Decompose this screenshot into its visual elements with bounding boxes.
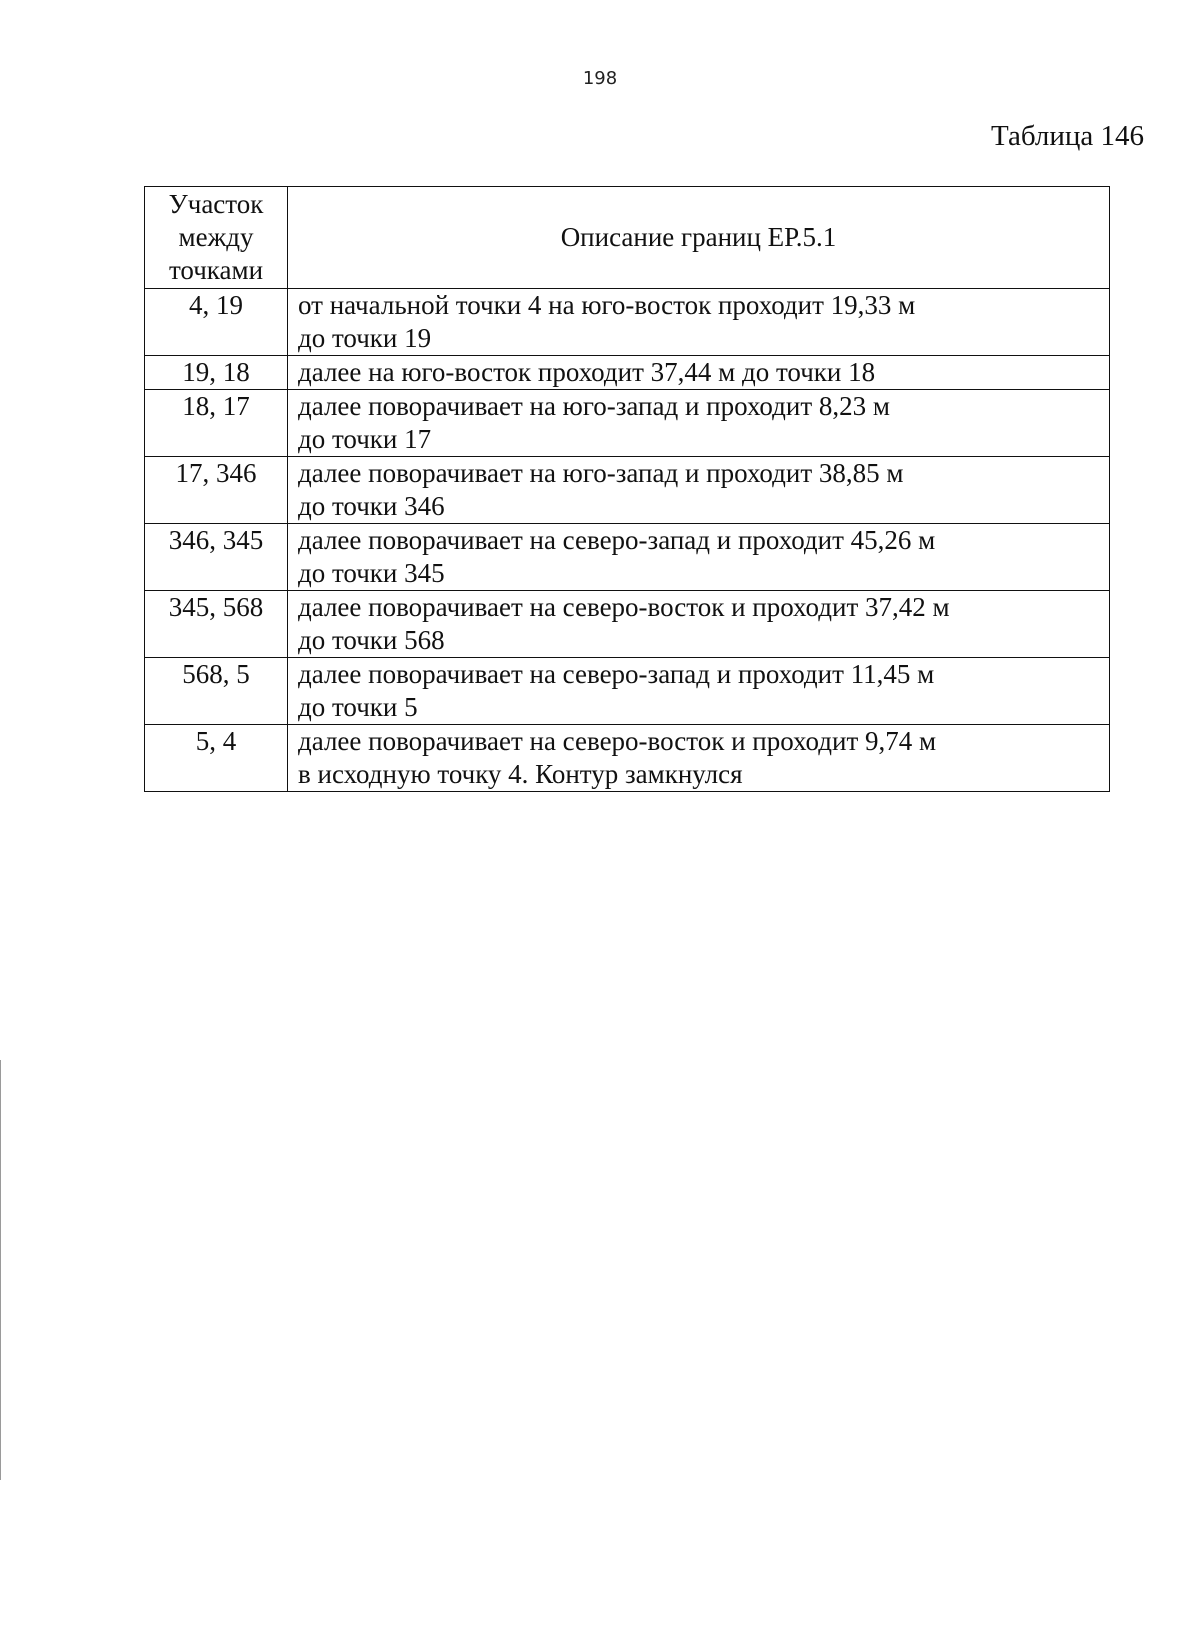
header-description: Описание границ ЕР.5.1 (288, 187, 1110, 289)
description-cell (288, 591, 1110, 658)
description-cell (288, 524, 1110, 591)
page-number: 198 (582, 68, 618, 89)
description-line: далее поворачивает на северо-восток и проходит 37,42 м (298, 592, 950, 622)
table-row (145, 524, 1110, 591)
segment-cell: 19, 18 (145, 356, 288, 390)
description-cell (288, 658, 1110, 725)
segment-cell: 17, 346 (145, 457, 288, 524)
segment-cell: 18, 17 (145, 390, 288, 457)
description-line: далее поворачивает на юго-запад и проходит 8,23 м (298, 391, 890, 421)
description-cell (288, 356, 1110, 390)
table-row (145, 356, 1110, 390)
description-line: далее поворачивает на северо-восток и проходит 9,74 м (298, 726, 937, 756)
description-cell (288, 457, 1110, 524)
description-cell (288, 390, 1110, 457)
table-caption: Таблица 146 (990, 120, 1144, 152)
description-line: далее поворачивает на северо-запад и проходит 11,45 м (298, 659, 935, 689)
table-row (145, 725, 1110, 792)
description-line: до точки 346 (298, 491, 445, 521)
description-line: до точки 17 (298, 424, 432, 454)
description-line: в исходную точку 4. Контур замкнулся (298, 759, 743, 789)
description-cell (288, 725, 1110, 792)
boundary-description-table (144, 186, 1110, 792)
segment-cell: 346, 345 (145, 524, 288, 591)
segment-cell: 568, 5 (145, 658, 288, 725)
segment-cell: 5, 4 (145, 725, 288, 792)
description-line: до точки 19 (298, 323, 432, 353)
table-header-row (145, 187, 1110, 289)
table-row (145, 289, 1110, 356)
header-segment: Участок между точками (145, 187, 288, 289)
segment-cell: 4, 19 (145, 289, 288, 356)
description-line: далее поворачивает на юго-запад и проходит 38,85 м (298, 458, 904, 488)
description-line: далее на юго-восток проходит 37,44 м до точки 18 (298, 357, 876, 387)
description-cell (288, 289, 1110, 356)
description-line: до точки 345 (298, 558, 445, 588)
description-line: до точки 5 (298, 692, 418, 722)
table-row (145, 591, 1110, 658)
description-line: далее поворачивает на северо-запад и проходит 45,26 м (298, 525, 936, 555)
segment-cell: 345, 568 (145, 591, 288, 658)
table-row (145, 390, 1110, 457)
table-row (145, 457, 1110, 524)
scan-edge-mark (0, 1060, 1, 1480)
table-row (145, 658, 1110, 725)
description-line: до точки 568 (298, 625, 445, 655)
description-line: от начальной точки 4 на юго-восток проходит 19,33 м (298, 290, 916, 320)
